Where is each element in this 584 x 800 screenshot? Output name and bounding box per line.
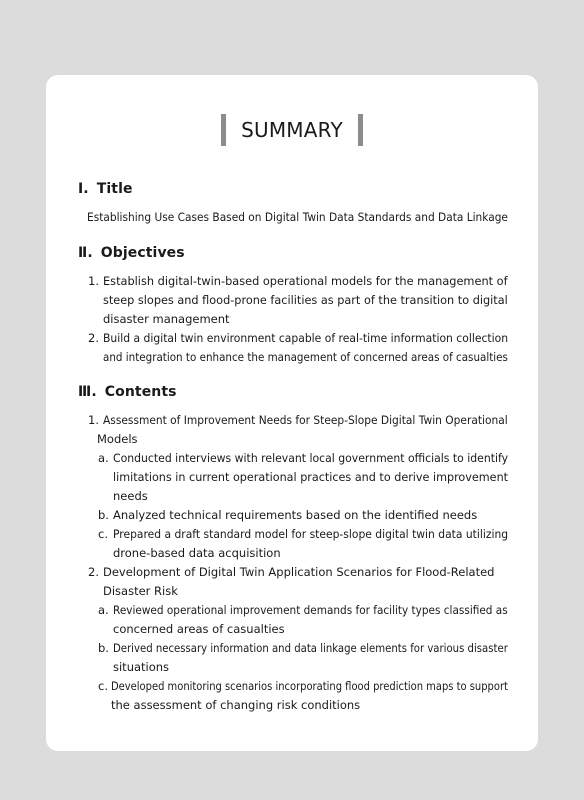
section-heading-text: Contents xyxy=(104,384,177,400)
contents-2a-line-2: concerned areas of casualties xyxy=(113,622,285,636)
contents-1-number: 1. xyxy=(88,413,99,427)
summary-header xyxy=(46,114,538,146)
contents-2-number: 2. xyxy=(88,565,99,579)
objective-1-number: 1. xyxy=(88,274,99,288)
contents-1b-line-1: Analyzed technical requirements based on the identified needs xyxy=(113,508,478,522)
contents-1c-line-2: drone-based data acquisition xyxy=(113,546,281,560)
contents-2a-line-1: Reviewed operational improvement demands for facility types classified as xyxy=(113,603,508,617)
title-text: Establishing Use Cases Based on Digital Twin Data Standards and Data Linkage xyxy=(87,210,508,224)
objective-2-line-1: Build a digital twin environment capable of real-time information collection xyxy=(103,331,509,345)
title-left-bar xyxy=(221,114,226,146)
section-numeral: Ⅰ. xyxy=(78,181,89,197)
section-numeral: Ⅱ. xyxy=(78,245,93,261)
contents-2c-line-2: the assessment of changing risk conditions xyxy=(111,698,361,712)
objective-1-line-2: steep slopes and flood-prone facilities as part of the transition to digital xyxy=(103,293,508,307)
contents-2b-line-2: situations xyxy=(113,660,170,674)
contents-2b-line-1: Derived necessary information and data linkage elements for various disaster xyxy=(113,641,508,655)
contents-1a-line-2: limitations in current operational practices and to derive improvement xyxy=(113,470,509,484)
contents-2-line-2: Disaster Risk xyxy=(103,584,178,598)
objective-1-line-3: disaster management xyxy=(103,312,230,326)
page-title: SUMMARY xyxy=(241,118,343,142)
section-heading-text: Objectives xyxy=(100,245,185,261)
objective-2-line-2: and integration to enhance the management of concerned areas of casualties xyxy=(103,350,508,364)
contents-1a-line-1: Conducted interviews with relevant local government officials to identify xyxy=(113,451,509,465)
contents-2-line-1: Development of Digital Twin Application Scenarios for Flood-Related xyxy=(103,565,495,579)
contents-1a-line-3: needs xyxy=(113,489,148,503)
objective-1-line-1: Establish digital-twin-based operational models for the management of xyxy=(103,274,508,288)
summary-card xyxy=(46,75,538,751)
section-numeral: Ⅲ. xyxy=(78,384,97,400)
contents-1a-letter: a. xyxy=(98,451,109,465)
section-heading-text: Title xyxy=(96,181,133,197)
contents-1b-letter: b. xyxy=(98,508,109,522)
contents-1c-letter: c. xyxy=(98,527,108,541)
section-objectives-heading xyxy=(78,245,185,261)
contents-2a-letter: a. xyxy=(98,603,109,617)
section-title-heading xyxy=(78,181,133,197)
contents-2c-line-1: Developed monitoring scenarios incorporating flood prediction maps to support xyxy=(111,679,508,693)
contents-1-line-1: Assessment of Improvement Needs for Steep-Slope Digital Twin Operational xyxy=(103,413,508,427)
contents-1c-line-1: Prepared a draft standard model for steep-slope digital twin data utilizing xyxy=(113,527,509,541)
contents-2b-letter: b. xyxy=(98,641,109,655)
title-right-bar xyxy=(358,114,363,146)
section-contents-heading xyxy=(78,384,177,400)
contents-1-line-2: Models xyxy=(97,432,138,446)
contents-2c-letter: c. xyxy=(98,679,108,693)
objective-2-number: 2. xyxy=(88,331,99,345)
